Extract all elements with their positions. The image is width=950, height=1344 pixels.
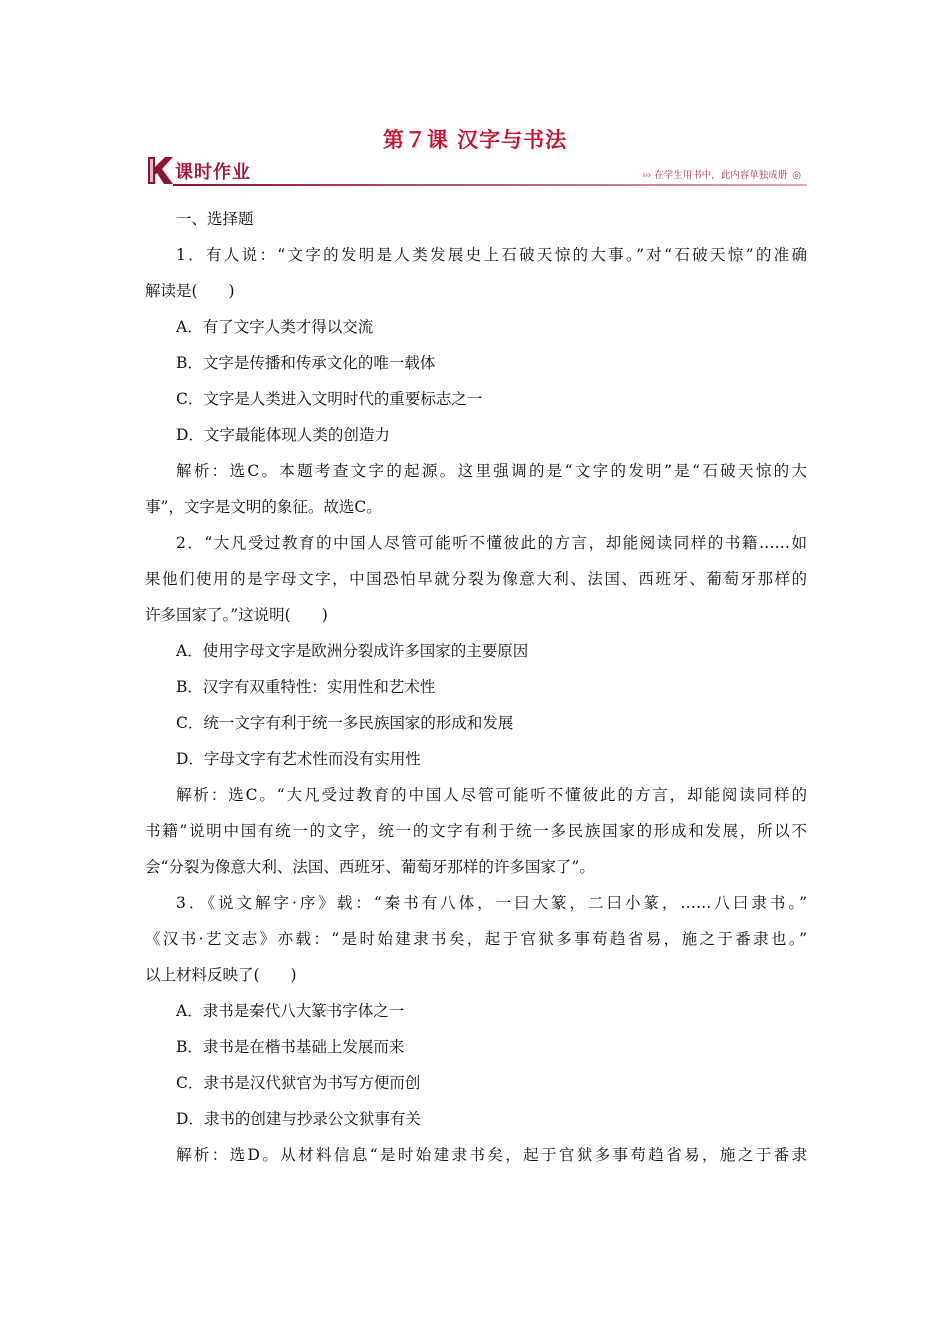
text-line: 以上材料反映了( ) <box>145 966 297 984</box>
banner-note <box>642 167 801 181</box>
text-line: 解析：选C。“大凡受过教育的中国人尽管可能听不懂彼此的方言，却能阅读同样的 <box>176 786 807 804</box>
text-line: D．字母文字有艺术性而没有实用性 <box>176 750 421 768</box>
text-line: A．隶书是秦代八大篆书字体之一 <box>176 1002 405 1020</box>
target-icon: ◎ <box>792 170 801 181</box>
text-line: 解读是( ) <box>145 282 235 300</box>
text-line: B．文字是传播和传承文化的唯一载体 <box>176 354 436 372</box>
banner-divider <box>173 184 807 186</box>
text-line: B．汉字有双重特性：实用性和艺术性 <box>176 678 436 696</box>
banner-note-text: 在学生用书中，此内容单独成册 <box>654 170 788 181</box>
banner-label: 课时作业 <box>175 162 251 183</box>
text-line: 解析：选D。从材料信息“是时始建隶书矣，起于官狱多事苟趋省易，施之于番隶 <box>176 1146 807 1164</box>
text-line: 事”，文字是文明的象征。故选C。 <box>145 498 382 516</box>
text-line: 1．有人说：“文字的发明是人类发展史上石破天惊的大事。”对“石破天惊”的准确 <box>176 246 807 264</box>
text-line: A．有了文字人类才得以交流 <box>176 318 374 336</box>
text-line: D．隶书的创建与抄录公文狱事有关 <box>176 1110 421 1128</box>
arrows-icon: ››› <box>641 170 651 181</box>
text-line: 果他们使用的是字母文字，中国恐怕早就分裂为像意大利、法国、西班牙、葡萄牙那样的 <box>145 570 807 588</box>
text-line: 解析：选C。本题考查文字的起源。这里强调的是“文字的发明”是“石破天惊的大 <box>176 462 807 480</box>
text-line: C．隶书是汉代狱官为书写方便而创 <box>176 1074 421 1092</box>
document-body <box>145 201 807 1173</box>
text-line: 一、选择题 <box>176 210 254 228</box>
text-line: D．文字最能体现人类的创造力 <box>176 426 390 444</box>
homework-banner <box>145 154 807 188</box>
text-line: C．统一文字有利于统一多民族国家的形成和发展 <box>176 714 514 732</box>
page-title: 第７课 汉字与书法 <box>382 128 568 152</box>
k-logo-icon <box>145 154 175 186</box>
text-line: 3．《说文解字·序》载：“秦书有八体，一曰大篆，二曰小篆，……八曰隶书。” <box>176 894 807 912</box>
text-line: B．隶书是在楷书基础上发展而来 <box>176 1038 405 1056</box>
text-line: C．文字是人类进入文明时代的重要标志之一 <box>176 390 483 408</box>
text-line: A．使用字母文字是欧洲分裂成许多国家的主要原因 <box>176 642 529 660</box>
text-line: 许多国家了。”这说明( ) <box>145 606 328 624</box>
text-line: 2．“大凡受过教育的中国人尽管可能听不懂彼此的方言，却能阅读同样的书籍……如 <box>176 534 807 552</box>
text-line: 会“分裂为像意大利、法国、西班牙、葡萄牙那样的许多国家了”。 <box>145 858 595 876</box>
text-line: 书籍”说明中国有统一的文字，统一的文字有利于统一多民族国家的形成和发展，所以不 <box>145 822 807 840</box>
text-line: 《汉书·艺文志》亦载：“是时始建隶书矣，起于官狱多事苟趋省易，施之于番隶也。” <box>145 930 807 948</box>
